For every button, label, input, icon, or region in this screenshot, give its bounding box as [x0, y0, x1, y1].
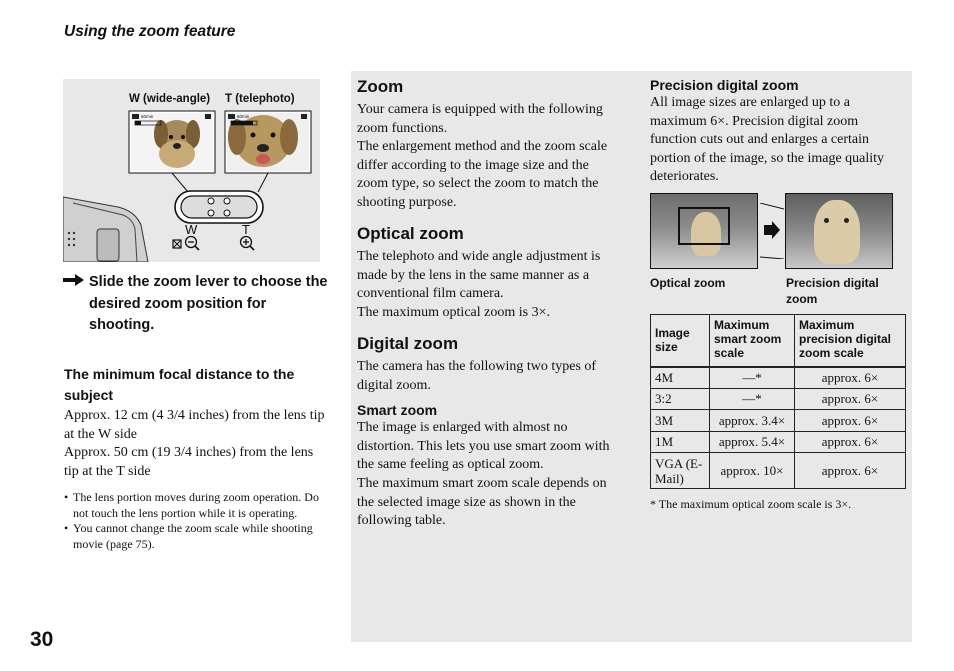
bullet-icon: • — [64, 521, 69, 536]
wide-battery-time: 60min — [141, 114, 154, 119]
zoom-out-icon — [173, 237, 199, 251]
smart-zoom-heading: Smart zoom — [357, 402, 438, 418]
bullet-icon: • — [64, 490, 69, 504]
cell-size: 4M — [651, 367, 710, 389]
tele-label: T — [242, 222, 250, 237]
section-title: Using the zoom feature — [64, 23, 236, 40]
table-row — [651, 410, 906, 432]
precision-zoom-photo — [785, 193, 893, 269]
cell-smart: approx. 5.4× — [710, 432, 795, 453]
table-header-row — [651, 315, 906, 367]
cell-precision: approx. 6× — [795, 432, 906, 453]
digital-zoom-text: The camera has the following two types of digital zoom. — [357, 359, 597, 393]
cell-precision: approx. 6× — [795, 410, 906, 432]
cell-smart: approx. 10× — [710, 453, 795, 489]
cell-smart: —* — [710, 389, 795, 410]
smart-zoom-table-note: The maximum smart zoom scale depends on the selected image size as shown in the following table. — [357, 476, 607, 529]
min-focal-heading: The minimum focal distance to the subject — [64, 366, 295, 403]
cell-size: 3M — [651, 410, 710, 432]
col-header-image-size: Image size — [651, 315, 710, 367]
smart-zoom-text: The image is enlarged with almost no distortion. This lets you use smart zoom with the same feeling as optical zoom. — [357, 420, 610, 473]
col-header-smart: Maximum smart zoom scale — [710, 315, 795, 367]
list-item — [64, 521, 326, 552]
min-focal-tele: Approx. 50 cm (19 3/4 inches) from the lens tip at the T side — [64, 445, 314, 479]
digital-zoom-heading: Digital zoom — [357, 334, 459, 353]
cell-smart: —* — [710, 367, 795, 389]
table-row — [651, 453, 906, 489]
precision-photo-caption: Precision digital zoom — [786, 276, 879, 306]
cell-size: 1M — [651, 432, 710, 453]
caption-tele: T (telephoto) — [225, 93, 295, 105]
precision-zoom-heading: Precision digital zoom — [650, 77, 799, 93]
enlarge-arrow-icon — [760, 203, 784, 264]
step-instruction: Slide the zoom lever to choose the desired zoom position for shooting. — [89, 274, 328, 333]
tele-screen — [225, 111, 311, 173]
camera-body — [63, 197, 148, 262]
page-number: 30 — [30, 628, 54, 651]
zoom-in-icon — [241, 237, 255, 251]
optical-photo-caption: Optical zoom — [650, 276, 726, 290]
cell-size: VGA (E-Mail) — [651, 453, 710, 489]
camera-illustration — [63, 79, 320, 262]
tele-battery-time: 60min — [237, 114, 250, 119]
table-row — [651, 432, 906, 453]
wide-screen — [129, 111, 215, 173]
caption-wide: W (wide-angle) — [129, 93, 211, 105]
zoom-figure — [63, 79, 320, 262]
cell-size: 3:2 — [651, 389, 710, 410]
zoom-scale-table — [650, 314, 906, 489]
zoom-heading: Zoom — [357, 77, 404, 96]
zoom-lever — [175, 191, 263, 223]
optical-zoom-max: The maximum optical zoom is 3×. — [357, 305, 550, 320]
col-header-precision: Maximum precision digital zoom scale — [795, 315, 906, 367]
min-focal-wide: Approx. 12 cm (4 3/4 inches) from the lens tip at the W side — [64, 408, 325, 442]
optical-zoom-heading: Optical zoom — [357, 224, 464, 243]
table-row — [651, 389, 906, 410]
precision-zoom-text: All image sizes are enlarged up to a maximum 6×. Precision digital zoom function cuts out and enlarges a certain portion of the image, so the image quality deteriorates. — [650, 95, 885, 185]
note-text: The lens portion moves during zoom operation. Do not touch the lens portion while it is operating. — [73, 490, 319, 520]
wide-label: W — [185, 222, 198, 237]
zoom-intro: Your camera is equipped with the following zoom functions. — [357, 102, 603, 136]
crop-frame — [678, 207, 730, 245]
table-row — [651, 367, 906, 389]
notes-list — [64, 490, 326, 553]
cell-precision: approx. 6× — [795, 453, 906, 489]
note-text: You cannot change the zoom scale while shooting movie (page 75). — [73, 521, 313, 552]
zoom-description: The enlargement method and the zoom scale differ according to the image size and the zoom type, so select the zoom to match the shooting purpose. — [357, 139, 608, 210]
cell-smart: approx. 3.4× — [710, 410, 795, 432]
list-item — [64, 490, 326, 521]
cell-precision: approx. 6× — [795, 367, 906, 389]
table-footnote: * The maximum optical zoom scale is 3×. — [650, 497, 852, 511]
optical-zoom-text: The telephoto and wide angle adjustment is made by the lens in the same manner as a conventional film camera. — [357, 249, 601, 302]
cell-precision: approx. 6× — [795, 389, 906, 410]
optical-zoom-photo — [650, 193, 758, 269]
step-arrow-icon — [63, 273, 85, 292]
